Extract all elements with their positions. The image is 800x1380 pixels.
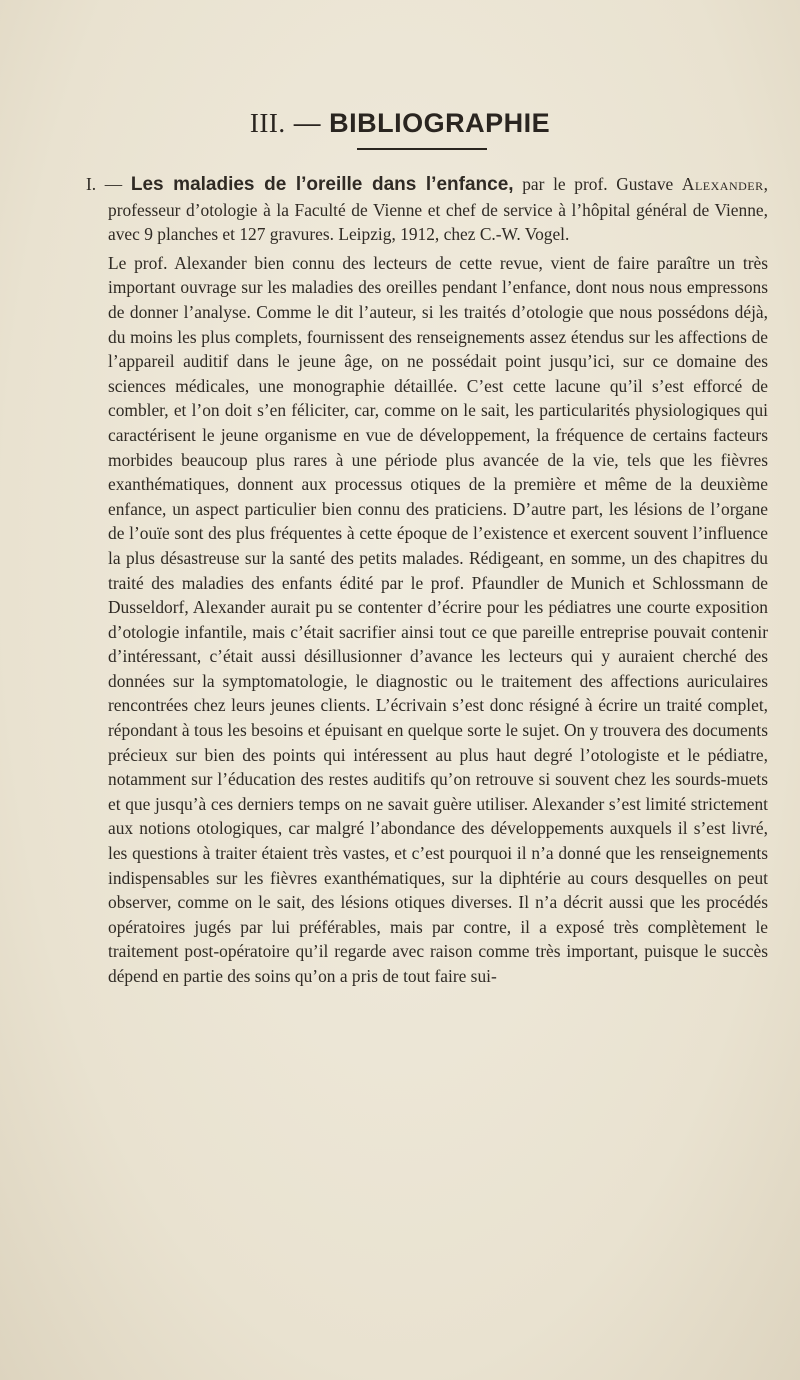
bibliography-entry xyxy=(86,172,768,247)
article-text xyxy=(86,172,768,989)
citation-rest: , professeur d’otologie à la Faculté de Vienne et chef de service à l’hôpital général de Vienne, avec 9 planches et 127 gravures. Leipzig, 1912, chez C.-W. Vogel. xyxy=(108,174,768,245)
section-title: BIBLIOGRAPHIE xyxy=(329,108,551,138)
entry-dash: — xyxy=(96,174,131,194)
entry-heading: Les maladies de l’oreille dans l’enfance, xyxy=(130,174,514,195)
author-last: Alexander xyxy=(681,174,764,194)
author-first: Gustave xyxy=(616,174,682,194)
entry-by: par le prof. xyxy=(513,174,608,194)
entry-number: I. xyxy=(86,174,97,194)
body-paragraph: Le prof. Alexander bien connu des lecteurs de cette revue, vient de faire paraître un très important ouvrage sur les maladies des oreilles pendant l’enfance, dont nous nous empressons de donner l’analyse. Comme le dit l’auteur, si les traités d’otologie que nous possédons déjà, du moins les plus complets, fournissent des renseignements assez étendus sur les affections de l’appareil auditif dans le jeune âge, on ne possédait point jusqu’ici, sur ce domaine des sciences médicales, une monographie détaillée. C’est cette lacune qu’il s’est efforcé de combler, et l’on doit s’en féliciter, car, comme on le sait, les particularités physiologiques qui caractérisent le jeune organisme en vue de développement, la fréquence de certains facteurs morbides beaucoup plus rares à une période plus avancée de la vie, tels que les fièvres exanthématiques, donnent aux processus otiques de la première et même de la deuxième enfance, un aspect particulier bien connu des praticiens. D’autre part, les lésions de l’organe de l’ouïe sont des plus fréquentes à cette époque de l’existence et exercent souvent l’influence la plus désastreuse sur la santé des petits malades. Rédigeant, en somme, un des chapitres du traité des maladies des enfants édité par le prof. Pfaundler de Munich et Schlossmann de Dusseldorf, Alexander aurait pu se contenter d’écrire pour les pédiatres une courte exposition d’otologie infantile, mais c’était sacrifier ainsi tout ce que pareille entreprise pouvait contenir d’intéressant, c’était aussi désillusionner d’avance les lecteurs qui y auraient cherché des données sur la symptomatologie, le diagnostic ou le traitement des affections auriculaires rencontrées chez leurs jeunes clients. L’écrivain s’est donc résigné à écrire un traité complet, répondant à tous les besoins et épuisant en quelque sorte le sujet. On y trouvera des documents précieux sur bien des points qui intéressent au plus haut degré l’otologiste et le pédiatre, notamment sur l’éducation des restes auditifs qu’on retrouve si souvent chez les sourds-muets et que jusqu’à ces derniers temps on ne savait guère utiliser. Alexander s’est limité strictement aux notions otologiques, car malgré l’abondance des développements auxquels il s’est livré, les questions à traiter étaient très vastes, et c’est pourquoi il n’a donné que les renseignements indispensables sur les fièvres exanthématiques, sur la diphtérie au cours desquelles on peut observer, comme on le sait, des lésions otiques diverses. Il n’a décrit aussi que les procédés opératoires jugés par lui préférables, mais par contre, il a exposé très complètement le traitement post-opératoire qu’il regarde avec raison comme très important, puisque le succès dépend en partie des soins qu’on a pris de tout faire sui- xyxy=(108,252,768,986)
section-number: III. xyxy=(249,108,286,138)
section-dash: — xyxy=(285,108,330,138)
header-rule xyxy=(357,148,487,150)
section-header xyxy=(0,108,800,139)
